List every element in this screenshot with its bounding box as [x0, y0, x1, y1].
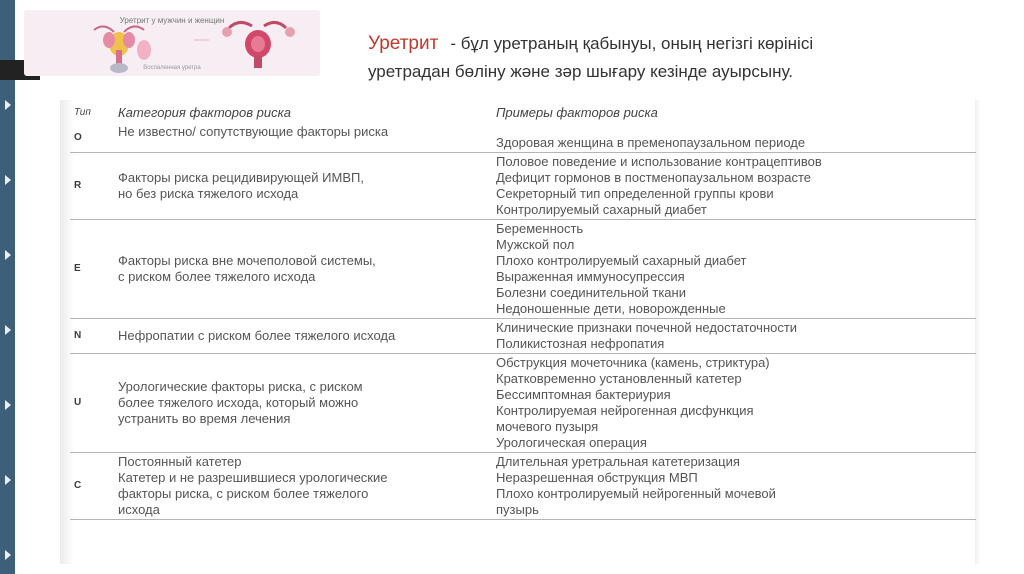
table-header-row: [70, 103, 976, 123]
row-category: [114, 453, 492, 520]
arrow-bullet-icon: [5, 325, 11, 335]
illustration-caption: Уретрит у мужчин и женщин: [119, 16, 225, 25]
table-row: [70, 453, 976, 520]
category-line: Урологические факторы риска, с риском: [118, 379, 363, 394]
example-line: Половое поведение и использование контрацептивов: [496, 154, 822, 169]
example-line: Обструкция мочеточника (камень, стриктура): [496, 355, 770, 370]
arrow-bullet-icon: [5, 550, 11, 560]
example-line: Дефицит гормонов в постменопаузальном возрасте: [496, 170, 812, 185]
category-line: факторы риска, с риском более тяжелого: [118, 486, 369, 501]
row-category: [114, 354, 492, 453]
row-type: C: [70, 453, 114, 520]
slide-title: [368, 30, 1008, 86]
row-examples: [492, 319, 976, 354]
category-line: Факторы риска рецидивирующей ИМВП,: [118, 170, 364, 185]
risk-factors-table: [70, 103, 976, 520]
row-type: E: [70, 220, 114, 319]
example-line: Неразрешенная обструкция МВП: [496, 470, 698, 485]
category-line: Не известно/ сопутствующие факторы риска: [118, 124, 389, 139]
header-examples: Примеры факторов риска: [496, 105, 658, 120]
title-line-2: уретрадан бөліну және зәр шығару кезінде ауырсыну.: [368, 62, 793, 81]
category-line: устранить во время лечения: [118, 411, 291, 426]
example-line: Здоровая женщина в пременопаузальном периоде: [496, 135, 806, 150]
row-examples: [492, 123, 976, 153]
row-examples: [492, 354, 976, 453]
example-line: Бессимптомная бактериурия: [496, 387, 671, 402]
row-category: [114, 319, 492, 354]
category-line: Факторы риска вне мочеполовой системы,: [118, 253, 376, 268]
category-line: более тяжелого исхода, который можно: [118, 395, 359, 410]
row-examples: [492, 220, 976, 319]
row-type: O: [70, 123, 114, 153]
example-line: Беременность: [496, 221, 584, 236]
row-type: N: [70, 319, 114, 354]
table-row: [70, 354, 976, 453]
arrow-bullet-icon: [5, 400, 11, 410]
table-row: [70, 123, 976, 153]
category-line: исхода: [118, 502, 160, 517]
example-line: Длительная уретральная катетеризация: [496, 454, 740, 469]
table-row: [70, 319, 976, 354]
example-line: Выраженная иммуносупрессия: [496, 269, 685, 284]
example-line: Контролируемая нейрогенная дисфункция: [496, 403, 754, 418]
header-category: Категория факторов риска: [118, 105, 291, 120]
category-line: Нефропатии с риском более тяжелого исхода: [118, 328, 396, 343]
row-type: U: [70, 354, 114, 453]
example-line: Секреторный тип определенной группы крови: [496, 186, 774, 201]
example-line: пузырь: [496, 502, 539, 517]
header-type: Тип: [74, 107, 91, 118]
arrow-bullet-icon: [5, 100, 11, 110]
arrow-bullet-icon: [5, 175, 11, 185]
category-line: с риском более тяжелого исхода: [118, 269, 316, 284]
example-line: Кратковременно установленный катетер: [496, 371, 742, 386]
arrow-bullet-icon: [5, 475, 11, 485]
example-line: Недоношенные дети, новорожденные: [496, 301, 726, 316]
category-line: Катетер и не разрешившиеся урологические: [118, 470, 388, 485]
row-examples: [492, 153, 976, 220]
row-category: [114, 220, 492, 319]
table-row: [70, 220, 976, 319]
example-line: Поликистозная нефропатия: [496, 336, 665, 351]
table-row: [70, 153, 976, 220]
title-term: Уретрит: [368, 33, 439, 54]
row-type: R: [70, 153, 114, 220]
example-line: Мужской пол: [496, 237, 575, 252]
category-line: Постоянный катетер: [118, 454, 242, 469]
row-category: [114, 123, 492, 153]
row-category: [114, 153, 492, 220]
left-accent-bar: [0, 0, 15, 574]
example-line: Урологическая операция: [496, 435, 647, 450]
category-line: но без риска тяжелого исхода: [118, 186, 299, 201]
title-line-1: - бұл уретраның қабынуы, оның негізгі көрінісі: [450, 34, 814, 53]
example-line: Плохо контролируемый нейрогенный мочевой: [496, 486, 776, 501]
example-line: Контролируемый сахарный диабет: [496, 202, 707, 217]
urethritis-illustration: [24, 10, 320, 76]
example-line: Болезни соединительной ткани: [496, 285, 686, 300]
example-line: Клинические признаки почечной недостаточности: [496, 320, 798, 335]
arrow-bullet-icon: [5, 250, 11, 260]
illustration-caption-bottom: Воспаленная уретра: [143, 65, 201, 71]
row-examples: [492, 453, 976, 520]
example-line: мочевого пузыря: [496, 419, 599, 434]
example-line: Плохо контролируемый сахарный диабет: [496, 253, 747, 268]
